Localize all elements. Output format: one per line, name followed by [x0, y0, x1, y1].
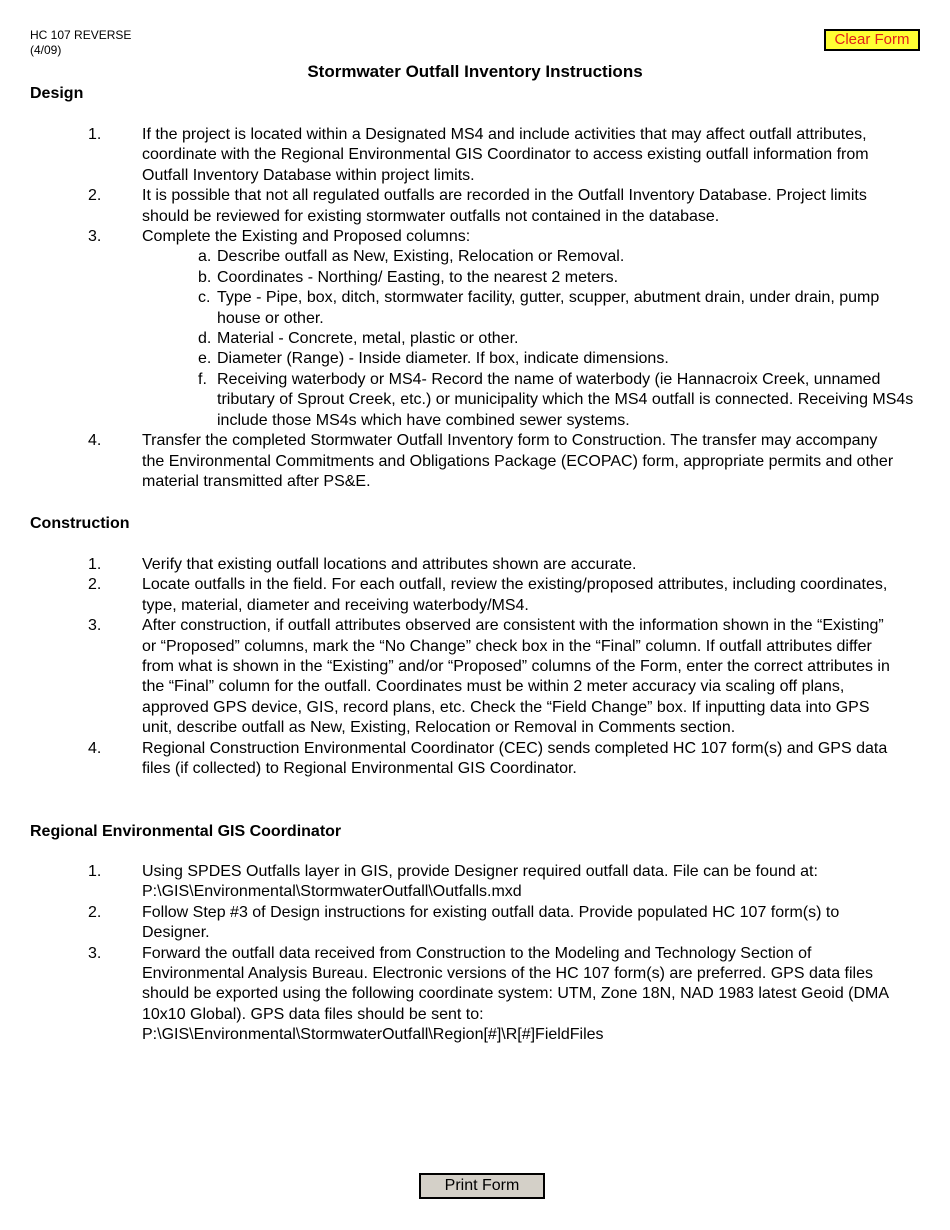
design-step [0, 125, 950, 186]
step-number: 4. [88, 739, 102, 757]
design-steps [0, 125, 950, 492]
step-number: 1. [88, 126, 102, 143]
gis-step [0, 903, 950, 944]
step-number: 3. [88, 944, 102, 962]
gis-step [0, 944, 950, 1046]
step-text: Transfer the completed Stormwater Outfall Inventory form to Construction. The transfer may accompany the Environmental Commitments and Obligations Package (ECOPAC) form, appropriate permits and other material transmitted after PS&E. [142, 432, 894, 490]
construction-heading: Construction [30, 515, 130, 532]
construction-steps [0, 555, 950, 779]
substep-letter: a. [198, 248, 212, 266]
step-number: 1. [88, 863, 102, 880]
substep [198, 329, 917, 349]
step-number: 1. [88, 556, 102, 573]
substep [198, 268, 917, 288]
gis-coordinator-heading: Regional Environmental GIS Coordinator [30, 823, 342, 840]
step-text: Complete the Existing and Proposed columns: [142, 228, 471, 246]
form-revision-date: (4/09) [30, 43, 62, 57]
substep-letter: d. [198, 330, 212, 348]
substep-letter: c. [198, 289, 211, 307]
clear-form-button[interactable]: Clear Form [824, 29, 920, 51]
form-number: HC 107 REVERSE [30, 28, 132, 42]
page-title: Stormwater Outfall Inventory Instructions [307, 62, 643, 81]
design-step [0, 227, 950, 431]
gis-steps [0, 862, 950, 1046]
step-text: Locate outfalls in the field. For each outfall, review the existing/proposed attributes, including coordinates, type, material, diameter and receiving waterbody/MS4. [142, 576, 888, 614]
form-identifier [30, 28, 131, 58]
step-number: 4. [88, 432, 102, 450]
step-text: It is possible that not all regulated outfalls are recorded in the Outfall Inventory Database. Project limits should be reviewed for existing stormwater outfalls not contained in the database. [142, 187, 867, 225]
design-heading: Design [30, 85, 84, 102]
design-substeps [142, 247, 914, 431]
substep [198, 247, 917, 267]
substep-text: Material - Concrete, metal, plastic or other. [217, 330, 519, 348]
step-number: 3. [88, 617, 102, 635]
step-text: Follow Step #3 of Design instructions for existing outfall data. Provide populated HC 107 form(s) to Designer. [142, 903, 840, 942]
design-step [0, 186, 950, 227]
substep [198, 370, 917, 431]
substep-text: Diameter (Range) - Inside diameter. If box, indicate dimensions. [217, 350, 669, 368]
step-text: Using SPDES Outfalls layer in GIS, provide Designer required outfall data. File can be found at: P:\GIS\Environmental\StormwaterOutfall\Outfalls.mxd [142, 863, 818, 901]
step-number: 2. [88, 576, 102, 594]
step-number: 2. [88, 903, 102, 921]
design-step [0, 431, 950, 492]
substep-text: Describe outfall as New, Existing, Relocation or Removal. [217, 248, 625, 266]
substep [198, 349, 917, 369]
construction-step [0, 555, 950, 575]
substep-letter: e. [198, 350, 212, 368]
substep-letter: f. [198, 370, 207, 388]
step-text: Verify that existing outfall locations and attributes shown are accurate. [142, 556, 637, 573]
substep [198, 288, 917, 329]
step-text: After construction, if outfall attributes observed are consistent with the information shown in the “Existing” or “Proposed” columns, mark the “No Change” check box in the “Final” column. If outfall attributes differ from what is shown in the “Existing” and/or “Proposed” columns of the Form, enter the correct attributes in the “Final” column for the outfall. Coordinates must be within 2 meter accuracy via scaling off plans, approved GPS device, GIS, record plans, etc. Check the “Field Change” box. If inputting data into GPS unit, describe outfall as New, Existing, Relocation or Removal in Comments section. [142, 617, 890, 737]
print-form-button[interactable]: Print Form [419, 1173, 545, 1199]
step-number: 3. [88, 228, 102, 246]
step-text: Forward the outfall data received from Construction to the Modeling and Technology Section of Environmental Analysis Bureau. Electronic versions of the HC 107 form(s) are preferred. GPS data files should be exported using the following coordinate system: UTM, Zone 18N, NAD 1983 latest Geoid (DMA 10x10 Global). GPS data files should be sent to: P:\GIS\Environmental\StormwaterOutfall\Region[#]\R[#]FieldFiles [142, 944, 889, 1044]
substep-text: Coordinates - Northing/ Easting, to the nearest 2 meters. [217, 268, 619, 286]
construction-step [0, 739, 950, 780]
construction-step [0, 616, 950, 738]
substep-letter: b. [198, 268, 212, 286]
step-text: If the project is located within a Designated MS4 and include activities that may affect outfall attributes, coordinate with the Regional Environmental GIS Coordinator to access existing outfall information from Outfall Inventory Database within project limits. [142, 126, 869, 184]
construction-step [0, 575, 950, 616]
step-number: 2. [88, 187, 102, 205]
step-text: Regional Construction Environmental Coordinator (CEC) sends completed HC 107 form(s) and GPS data files (if collected) to Regional Environmental GIS Coordinator. [142, 739, 888, 778]
substep-text: Type - Pipe, box, ditch, stormwater facility, gutter, scupper, abutment drain, under drain, pump house or other. [217, 289, 880, 327]
substep-text: Receiving waterbody or MS4- Record the name of waterbody (ie Hannacroix Creek, unnamed tributary of Sprout Creek, etc.) or municipality which the MS4 outfall is connected. Receiving MS4s include those MS4s which have combined sewer systems. [217, 370, 914, 429]
gis-step [0, 862, 950, 903]
